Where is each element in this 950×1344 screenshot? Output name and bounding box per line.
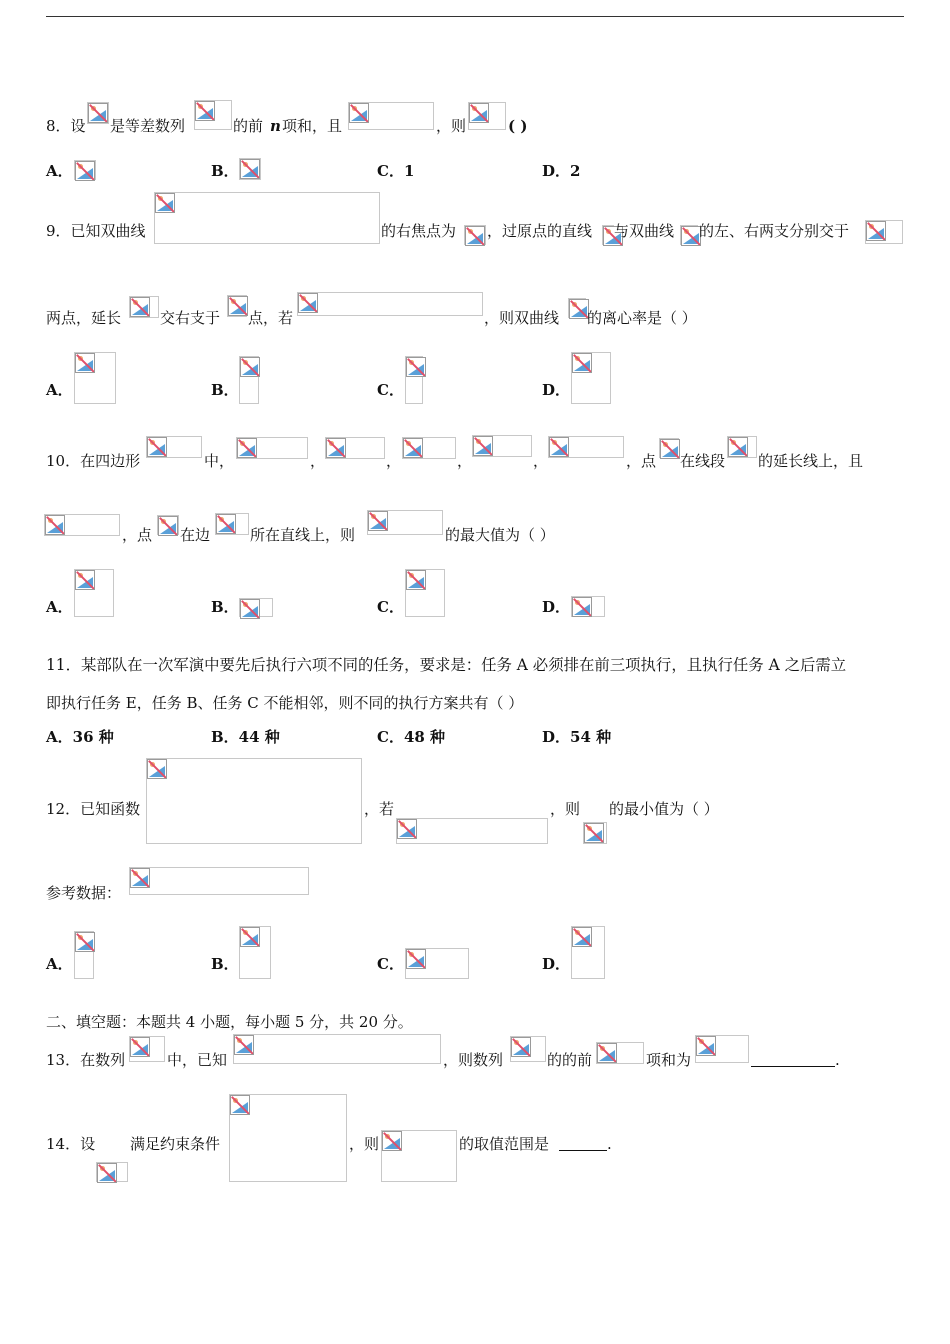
q10-comma: ，: [310, 452, 326, 470]
q8-option-b: B．: [211, 162, 239, 180]
q12-text: ，则: [550, 800, 581, 818]
formula-image: [129, 296, 159, 318]
formula-image: [239, 158, 261, 180]
q11-line-1: 11．某部队在一次军演中要先后执行六项不同的任务，要求是：任务 A 必须排在前三项执行，且执行任务 A 之后需立: [46, 656, 847, 674]
formula-image: [129, 867, 309, 895]
broken-image-icon: [155, 193, 175, 213]
q8-text: 项和，且: [282, 117, 343, 135]
formula-image: [468, 102, 506, 130]
formula-image: [129, 1036, 165, 1062]
q10-comma: ，: [457, 452, 473, 470]
formula-image: [239, 598, 273, 617]
q9-text: 点，若: [248, 309, 294, 327]
q12-option-d: D．: [542, 955, 571, 973]
formula-image: [236, 437, 308, 459]
q14-answer-blank: [559, 1150, 607, 1151]
q11-option-a: A．36 种: [46, 728, 114, 746]
q10-text: 的延长线上，且: [758, 452, 864, 470]
q10-comma: ，: [533, 452, 549, 470]
broken-image-icon: [240, 159, 260, 179]
formula-image: [602, 225, 614, 245]
broken-image-icon: [569, 299, 589, 319]
broken-image-icon: [549, 437, 569, 457]
formula-image: [87, 102, 109, 124]
formula-image: [381, 1130, 457, 1182]
formula-image: [194, 100, 232, 130]
q12-option-b: B．: [211, 955, 239, 973]
broken-image-icon: [382, 1131, 402, 1151]
q9-number: 9．已知双曲线: [46, 222, 146, 240]
formula-image: [157, 515, 179, 535]
formula-image: [695, 1035, 749, 1063]
q9-option-d: D．: [542, 381, 571, 399]
q10-comma: ，: [386, 452, 402, 470]
q8-number: 8．设: [46, 117, 86, 135]
q8-text: ，则: [436, 117, 467, 135]
q13-text: ，则数列: [443, 1051, 504, 1069]
broken-image-icon: [696, 1036, 716, 1056]
q9-text: ，则双曲线: [484, 309, 560, 327]
q9-text: ，过原点的直线: [487, 222, 593, 240]
q14-number: 14．设: [46, 1135, 96, 1153]
formula-image: [571, 352, 611, 404]
broken-image-icon: [147, 437, 167, 457]
q10-number: 10．在四边形: [46, 452, 141, 470]
broken-image-icon: [97, 1163, 117, 1183]
broken-image-icon: [866, 221, 886, 241]
q8-text: 是等差数列: [110, 117, 186, 135]
q10-text: ，点: [626, 452, 657, 470]
q8-option-a: A．: [46, 162, 73, 180]
broken-image-icon: [240, 927, 260, 947]
broken-image-icon: [195, 101, 215, 121]
formula-image: [402, 437, 456, 459]
q11-option-d: D．54 种: [542, 728, 612, 746]
formula-image: [239, 926, 271, 979]
formula-image: [239, 356, 259, 404]
formula-image: [229, 1094, 347, 1182]
q10-text: 所在直线上，则: [250, 526, 356, 544]
broken-image-icon: [75, 932, 95, 952]
broken-image-icon: [147, 759, 167, 779]
q11-option-c: C．48 种: [377, 728, 446, 746]
broken-image-icon: [406, 949, 426, 969]
formula-image: [146, 758, 362, 844]
formula-image: [96, 1162, 128, 1182]
formula-image: [865, 220, 903, 244]
q12-text: ，若: [364, 800, 395, 818]
q13-end: .: [835, 1051, 840, 1069]
q11-line-2: 即执行任务 E，任务 B、任务 C 不能相邻，则不同的执行方案共有（ ）: [46, 694, 524, 712]
q12-reference-label: 参考数据：: [46, 884, 122, 902]
formula-image: [325, 437, 385, 459]
broken-image-icon: [397, 819, 417, 839]
broken-image-icon: [469, 103, 489, 123]
formula-image: [405, 948, 469, 979]
formula-image: [227, 295, 247, 317]
formula-image: [568, 298, 586, 318]
q12-number: 12．已知函数: [46, 800, 141, 818]
q13-number: 13．在数列: [46, 1051, 126, 1069]
broken-image-icon: [572, 927, 592, 947]
formula-image: [348, 102, 434, 130]
broken-image-icon: [75, 570, 95, 590]
q10-text: 在边: [180, 526, 211, 544]
broken-image-icon: [465, 226, 485, 246]
broken-image-icon: [130, 868, 150, 888]
q8-variable-n: n: [270, 117, 281, 135]
q14-end: .: [607, 1135, 612, 1153]
q12-option-a: A．: [46, 955, 73, 973]
q10-text: 的最大值为（ ）: [445, 526, 555, 544]
formula-image: [215, 513, 249, 535]
broken-image-icon: [298, 293, 318, 313]
broken-image-icon: [75, 353, 95, 373]
broken-image-icon: [572, 597, 592, 617]
broken-image-icon: [240, 599, 260, 619]
broken-image-icon: [326, 438, 346, 458]
formula-image: [548, 436, 624, 458]
formula-image: [472, 435, 532, 457]
broken-image-icon: [234, 1035, 254, 1055]
formula-image: [74, 931, 94, 979]
formula-image: [396, 818, 548, 844]
q9-text: 的左、右两支分别交于: [699, 222, 850, 240]
q13-answer-blank: [751, 1066, 835, 1067]
formula-image: [571, 596, 605, 617]
formula-image: [154, 192, 380, 244]
q10-option-b: B．: [211, 598, 239, 616]
q11-option-b: B．44 种: [211, 728, 280, 746]
broken-image-icon: [406, 570, 426, 590]
broken-image-icon: [681, 226, 701, 246]
q13-text: 中，已知: [167, 1051, 228, 1069]
broken-image-icon: [406, 357, 426, 377]
q8-text: 的前: [233, 117, 264, 135]
q12-option-c: C．: [377, 955, 404, 973]
q14-text: 的取值范围是: [459, 1135, 550, 1153]
broken-image-icon: [216, 514, 236, 534]
q8-option-c: C．1: [377, 162, 415, 180]
q9-text: 两点，延长: [46, 309, 122, 327]
q10-text: 中，: [204, 452, 235, 470]
formula-image: [680, 225, 698, 245]
q9-text: 与双曲线: [614, 222, 675, 240]
broken-image-icon: [660, 439, 680, 459]
q13-text: 的的前: [547, 1051, 593, 1069]
broken-image-icon: [130, 297, 150, 317]
formula-image: [659, 438, 679, 458]
q9-option-c: C．: [377, 381, 404, 399]
section-heading: 二、填空题：本题共 4 小题，每小题 5 分，共 20 分。: [46, 1013, 413, 1031]
q10-option-d: D．: [542, 598, 571, 616]
formula-image: [74, 569, 114, 617]
broken-image-icon: [45, 515, 65, 535]
formula-image: [727, 436, 757, 458]
answer-parens: ( ): [508, 117, 528, 135]
formula-image: [464, 225, 486, 245]
q9-option-b: B．: [211, 381, 239, 399]
broken-image-icon: [349, 103, 369, 123]
broken-image-icon: [368, 511, 388, 531]
broken-image-icon: [728, 437, 748, 457]
formula-image: [44, 514, 120, 536]
q14-text: 满足约束条件: [130, 1135, 221, 1153]
formula-image: [297, 292, 483, 316]
formula-image: [405, 569, 445, 617]
q12-text: 的最小值为（ ）: [609, 800, 719, 818]
q9-text: 的右焦点为: [381, 222, 457, 240]
formula-image: [74, 160, 96, 180]
q9-text: 交右支于: [160, 309, 221, 327]
q9-text: 的离心率是（ ）: [587, 309, 697, 327]
formula-image: [74, 352, 116, 404]
broken-image-icon: [228, 296, 248, 316]
formula-image: [571, 926, 605, 979]
broken-image-icon: [597, 1043, 617, 1063]
broken-image-icon: [88, 103, 108, 123]
top-rule: [46, 16, 904, 17]
broken-image-icon: [158, 516, 178, 536]
broken-image-icon: [240, 357, 260, 377]
formula-image: [146, 436, 202, 458]
broken-image-icon: [130, 1037, 150, 1057]
broken-image-icon: [403, 438, 423, 458]
broken-image-icon: [75, 161, 95, 181]
formula-image: [233, 1034, 441, 1064]
broken-image-icon: [230, 1095, 250, 1115]
q10-option-c: C．: [377, 598, 404, 616]
broken-image-icon: [584, 823, 604, 843]
q10-option-a: A．: [46, 598, 73, 616]
q8-option-d: D．2: [542, 162, 581, 180]
broken-image-icon: [237, 438, 257, 458]
formula-image: [596, 1042, 644, 1064]
formula-image: [583, 822, 607, 844]
q10-text: 在线段: [680, 452, 726, 470]
q9-option-a: A．: [46, 381, 73, 399]
broken-image-icon: [572, 353, 592, 373]
broken-image-icon: [511, 1037, 531, 1057]
q14-text: ，则: [349, 1135, 380, 1153]
q13-text: 项和为: [646, 1051, 692, 1069]
broken-image-icon: [473, 436, 493, 456]
formula-image: [405, 356, 423, 404]
formula-image: [367, 510, 443, 535]
formula-image: [510, 1036, 546, 1062]
q10-text: ，点: [122, 526, 153, 544]
